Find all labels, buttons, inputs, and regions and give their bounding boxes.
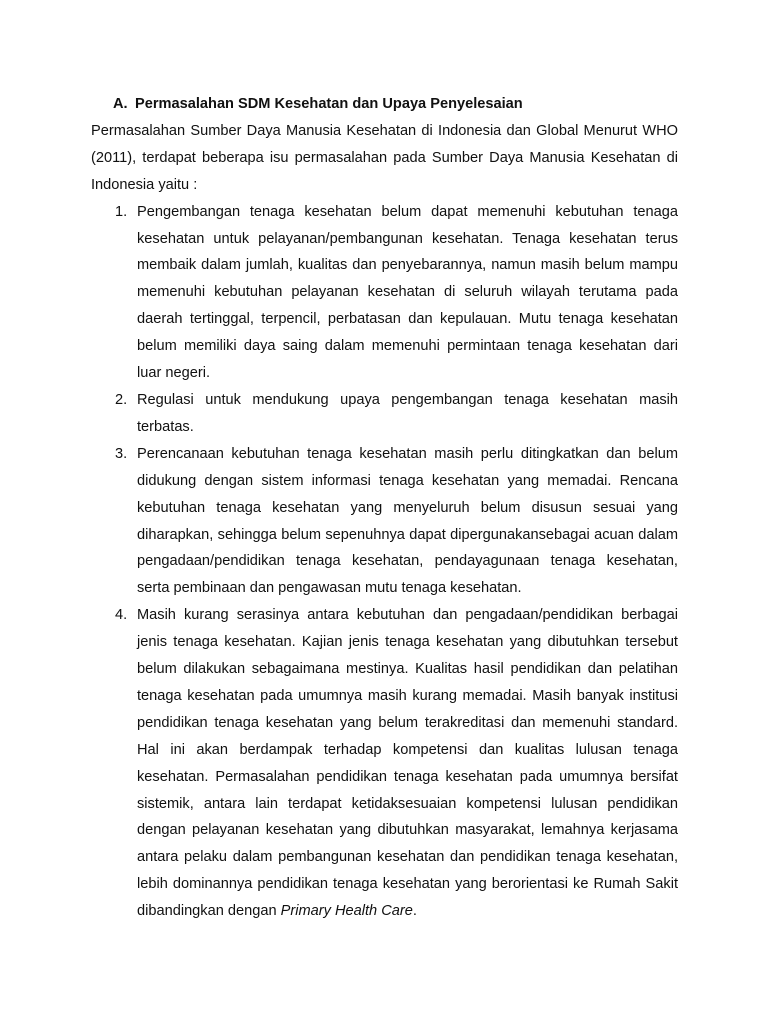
list-item-text: Pengembangan tenaga kesehatan belum dapat memenuhi kebutuhan tenaga kesehatan untuk pelayanan/pembangunan kesehatan. Tenaga kesehatan terus membaik dalam jumlah, kualitas dan penyebarannya, namun masih belum mampu memenuhi kebutuhan pelayanan kesehatan di seluruh wilayah terutama pada daerah tertinggal, terpencil, perbatasan dan kepulauan. Mutu tenaga kesehatan belum memiliki daya saing dalam memenuhi permintaan tenaga kesehatan dari luar negeri. [137,203,678,382]
list-item [91,441,678,602]
list-item-number: 1. [115,203,128,220]
list-item-text: Perencanaan kebutuhan tenaga kesehatan masih perlu ditingkatkan dan belum didukung dengan sistem informasi tenaga kesehatan yang memadai. Rencana kebutuhan tenaga kesehatan yang menyeluruh belum disusun sesuai yang diharapkan, sehingga belum sepenuhnya dapat dipergunakansebagai acuan dalam pengadaan/pendidikan tenaga kesehatan, pendayagunaan tenaga kesehatan, serta pembinaan dan pengawasan mutu tenaga kesehatan. [137,445,678,597]
section-heading [91,91,678,118]
list-item-text: Masih kurang serasinya antara kebutuhan dan pengadaan/pendidikan berbagai jenis tenaga kesehatan. Kajian jenis tenaga kesehatan yang dibutuhkan tersebut belum dilakukan sebagaimana mestinya. Kualitas hasil pendidikan dan pelatihan tenaga kesehatan pada umumnya masih kurang memadai. Masih banyak institusi pendidikan tenaga kesehatan yang belum terakreditasi dan memenuhi standard. Hal ini akan berdampak terhadap kompetensi dan kualitas lulusan tenaga kesehatan. Permasalahan pendidikan tenaga kesehatan pada umumnya bersifat sistemik, antara lain terdapat ketidaksesuaian kompetensi lulusan pendidikan dengan pelayanan kesehatan yang dibutuhkan masyarakat, lemahnya kerjasama antara pelaku dalam pembangunan kesehatan dan pendidikan tenaga kesehatan, lebih dominannya pendidikan tenaga kesehatan yang berorientasi ke Rumah Sakit dibandingkan dengan [137,607,678,920]
italic-term: Primary Health Care [280,903,413,920]
document-page [91,91,678,925]
list-item-number: 2. [115,391,128,408]
list-item [91,602,678,925]
issue-list [91,199,678,925]
section-title: Permasalahan SDM Kesehatan dan Upaya Penyelesaian [135,96,523,112]
list-item-text: Regulasi untuk mendukung upaya pengembangan tenaga kesehatan masih terbatas. [137,391,678,435]
intro-paragraph: Permasalahan Sumber Daya Manusia Kesehatan di Indonesia dan Global Menurut WHO (2011), terdapat beberapa isu permasalahan pada Sumber Daya Manusia Kesehatan di Indonesia yaitu : [91,122,678,193]
list-item-text-container [137,602,678,925]
list-item-number: 3. [115,445,128,462]
sentence-end: . [412,903,417,920]
list-item [91,387,678,441]
section-letter: A. [113,96,128,112]
list-item [91,199,678,387]
list-item-number: 4. [115,607,128,624]
